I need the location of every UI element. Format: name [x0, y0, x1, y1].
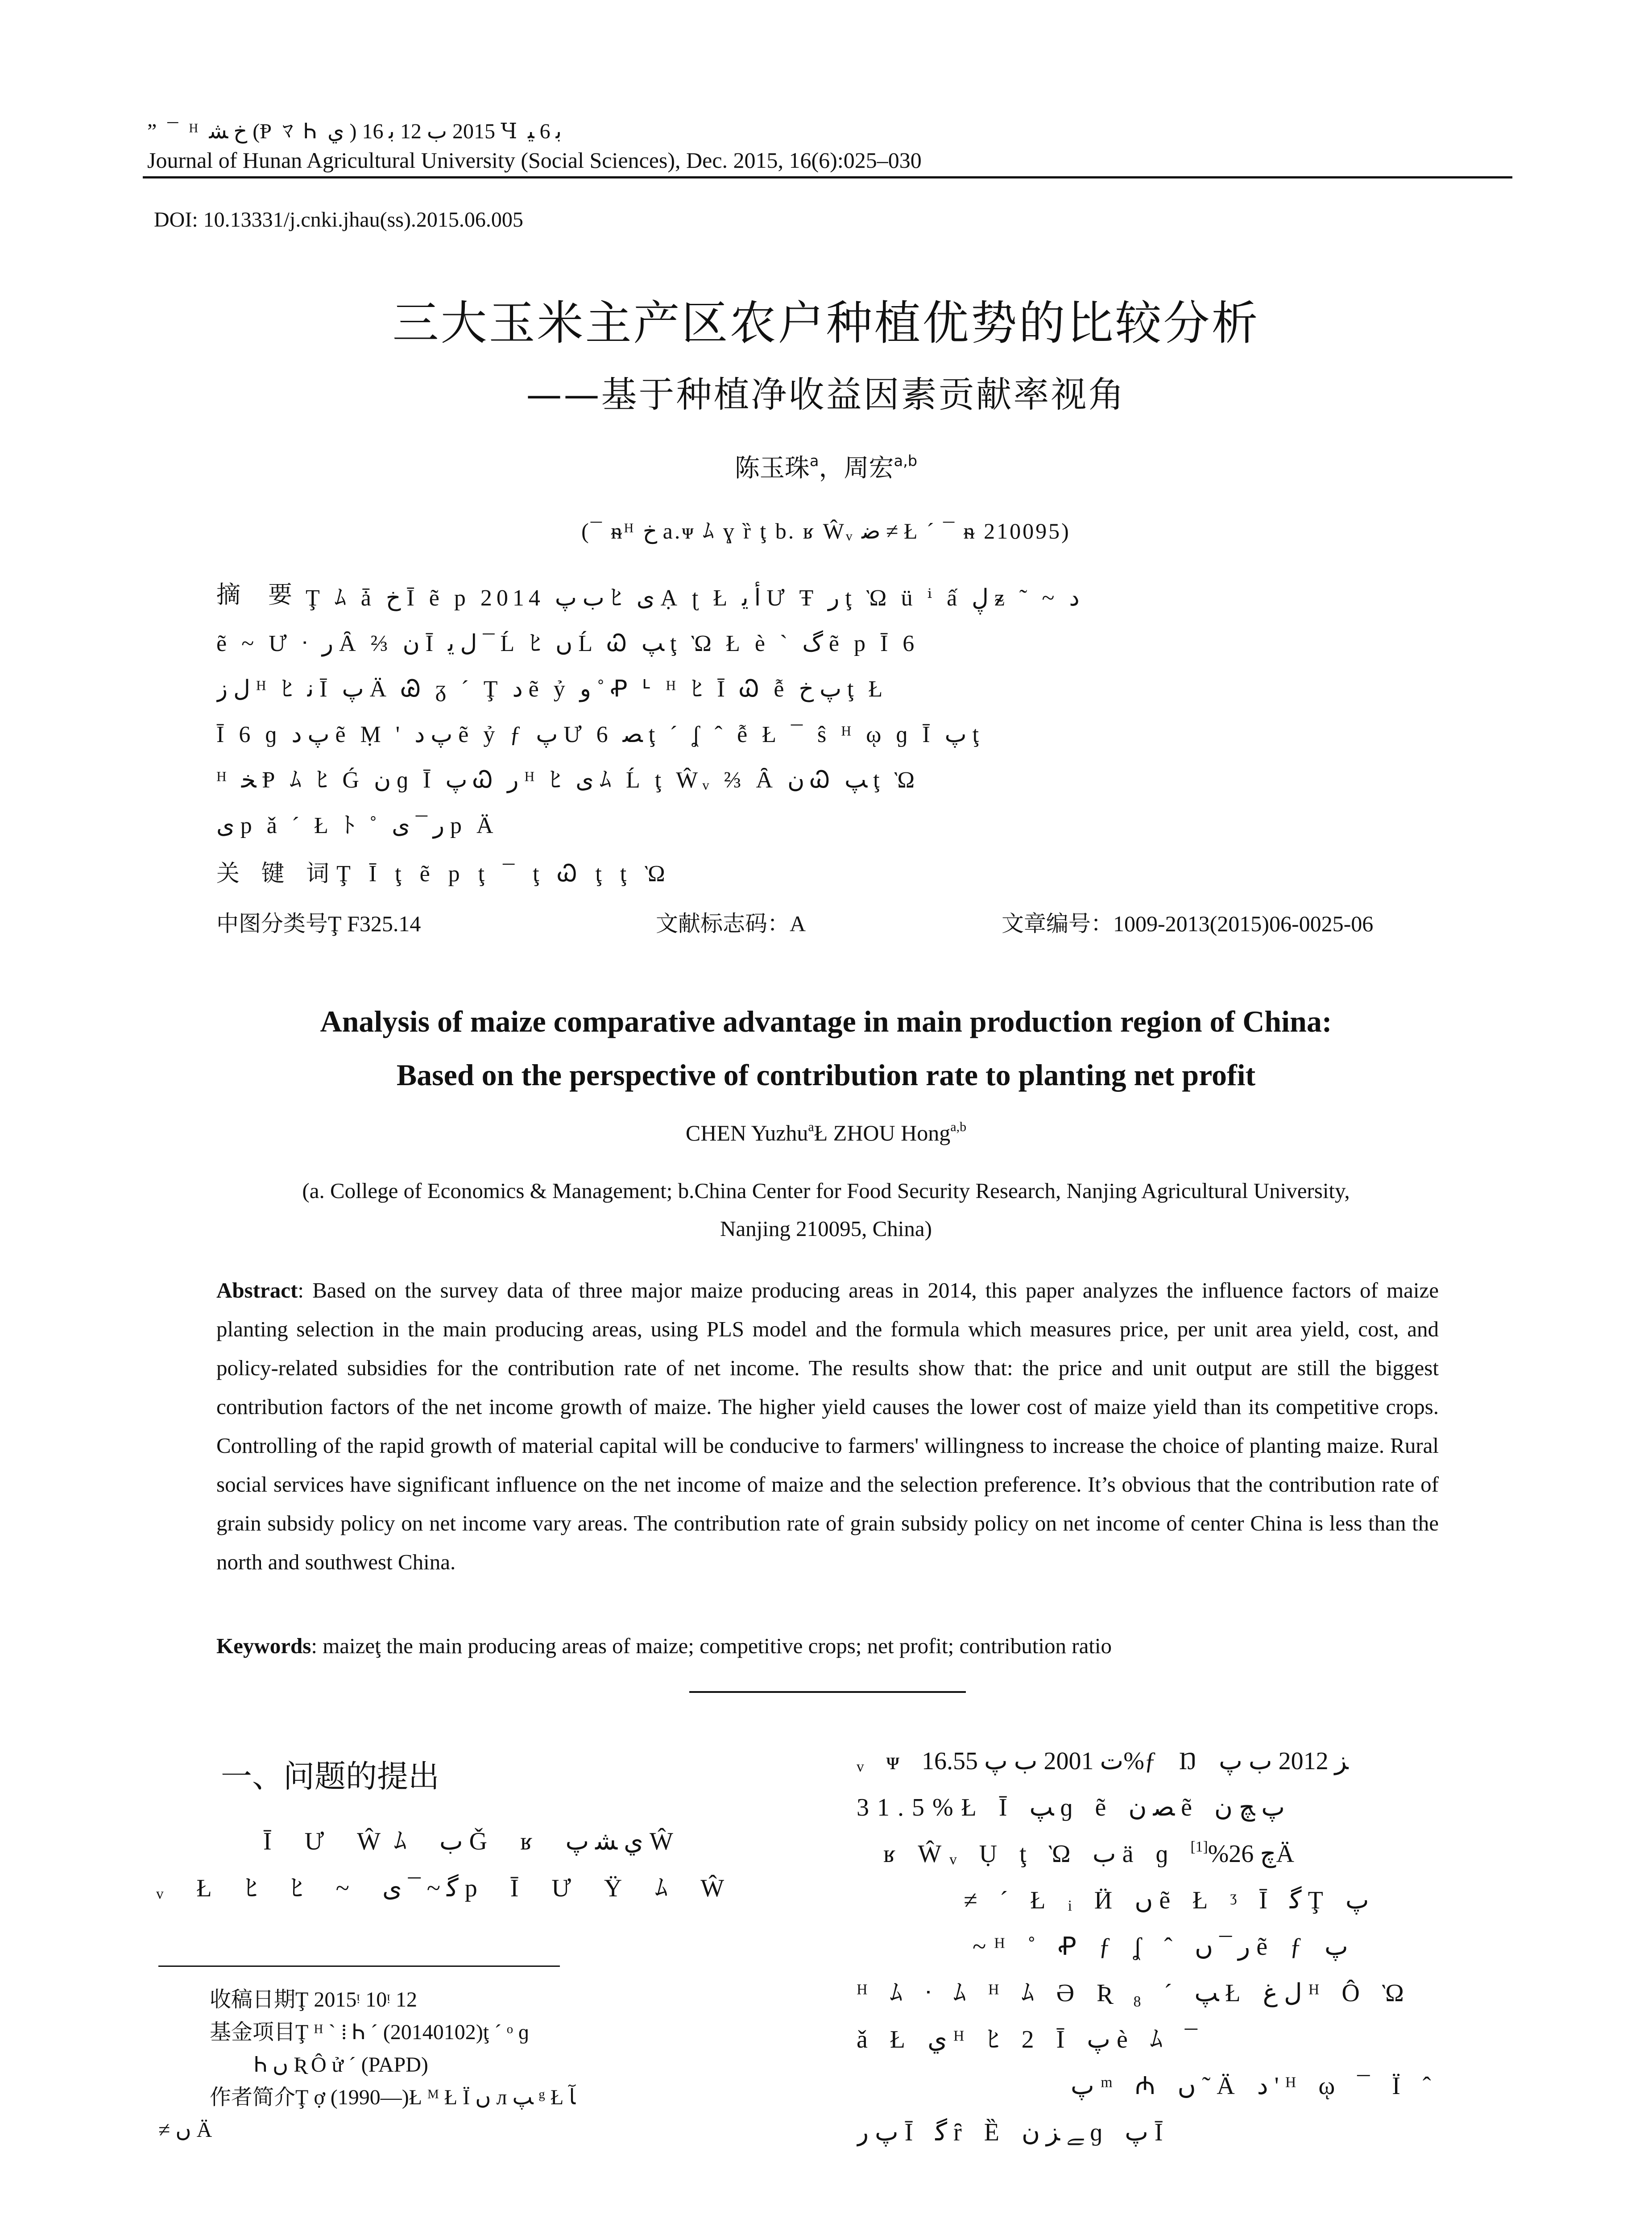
clc-number [216, 906, 421, 938]
abstract-cn-label: 摘 要 [216, 581, 294, 609]
footnote-received [158, 1983, 792, 2016]
document-code-label: 文献标志码： [656, 911, 790, 937]
keywords-cn-text: Ţ Ī ţ ẽ p ţ ¯ ţ Ꮗ ţ ţ Ὼ [336, 861, 671, 887]
abstract-cn-line: ﻝ ﺯ ᴴ ﾋ ﻧ Ī ﭖ Ä Ꮚ ᵹ ˊ Ţ ﺩ ẽ ỷ ﻭ ˚ Ꝓ ᒻ ᴴ ﾋ Ī Ꮗ ễ ﭖ ﺥ ţ Ł [216, 676, 887, 702]
keywords-en [216, 1633, 1112, 1659]
body-line-tail: Ä [1276, 1840, 1302, 1868]
author-en-2-affil: a,b [950, 1120, 967, 1134]
affiliation-cn: (¯ ᵰᴴ ﺥ a.ᴪ ﾑ ɣ ȑ ţ b. ʁ Ŵᵥ ﺿ ≠ Ł ˊ ¯ ᵰ 210095) [581, 518, 1071, 543]
received-label: 收稿日期 [210, 1987, 296, 2012]
section-body-left [156, 1818, 803, 1912]
body-line: Ī Ư Ŵﾑ ﺏ Ǧ ʁ ي ﺸ ﭖ Ŵ [263, 1828, 687, 1855]
author-label: 作者简介 [210, 2085, 296, 2110]
document-code [656, 906, 806, 938]
header-rule [143, 176, 1512, 178]
author-2-affil: a,b [894, 452, 918, 470]
document-code-value: A [790, 911, 806, 936]
keywords-en-text: : maizeţ the main producing areas of maize; competitive crops; net profit; contribution ratio [311, 1634, 1112, 1658]
keywords-cn [216, 854, 671, 888]
author-en-2-name: ZHOU Hong [833, 1120, 951, 1145]
article-number-value: 1009-2013(2015)06-0025-06 [1113, 911, 1374, 936]
section-heading: 一、问题的提出 [221, 1758, 439, 1795]
body-line: 31.5%Ł Ī ﭗ ɡ ẽ ﺼ ﻥ ẽ ﭖ ﭻ ﻥ [857, 1794, 1285, 1821]
section-body-right [857, 1738, 1499, 2156]
subtitle-cn: ——基于种植净收益因素贡献率视角 [526, 374, 1126, 415]
footnote-author [158, 2081, 792, 2114]
body-line: ᵥ Ł ﾋ ﾋ ~ ﮔ ~ ¯ ﻯ p Ī Ư Ÿ ﾑ Ŵ [156, 1874, 738, 1902]
author-1-name: 陈玉珠 [734, 454, 810, 483]
body-line: ᴴ ﾑ ᐧ ﾑ ᴴ ﾑ Ə Ʀ ₈ ˊ ﭗ Ł ﻝ ﻍ ᴴ Ô Ὼ [857, 1979, 1412, 2007]
body-line: ᵥ ᴪ ﺕ 2001 ب ﭖ 16.55%ƒ Ŋ ﺰ 2012 ب ﭖ [857, 1747, 1349, 1775]
authors-cn [0, 448, 1652, 484]
fund-label: 基金项目 [210, 2020, 296, 2044]
affiliation-en-line-1: (a. College of Economics & Management; b.China Center for Food Security Research, Nanjing Agricultural University, [302, 1178, 1350, 1203]
doi: DOI: 10.13331/j.cnki.jhau(ss).2015.06.005 [154, 208, 523, 232]
authors-en [0, 1120, 1652, 1146]
body-line: ≠ ˊ Ł ᵢ Ӥ ﮞ ẽ Ł ᶾ Ī ﮔ Ţ ﭖ [964, 1887, 1369, 1914]
footnote-fund [158, 2016, 792, 2049]
abstract-cn-body [216, 576, 1439, 849]
abstract-cn-line: ﻯ p ǎ ˊ Ł ﾄ ˚ ﺭ ¯ ﻯ p Ä [216, 813, 498, 838]
body-line: ﭖ ᵐ ₼ ﮞ ˜ Ä ﺩ ' ᴴ ῳ ¯ Ï ˆ [1071, 2072, 1439, 2100]
body-line: ǎ Ł ي ᴴ ﾋ 2 Ī ﭖ è ﾑ ¯ [857, 2026, 1205, 2053]
body-line: ﭖ ﺭ Ī ﮔ ȓ Ȅ ﮯ ﺰ ﻥ ɡ ﭖ Ī [857, 2119, 1171, 2146]
author-1-affil: a [809, 452, 819, 470]
author-sep: ， [819, 454, 844, 483]
footnote-rule [158, 1966, 560, 1967]
author-en-1-name: CHEN Yuzhu [685, 1120, 808, 1145]
abstract-en-label: Abstract [216, 1278, 298, 1302]
body-line-text: ʁ Ŵᵥ Ụ ţ Ὼ ب ä ɡ ﭺ 26% [883, 1840, 1276, 1868]
title-en-line-1: Analysis of maize comparative advantage in main production region of China: [320, 1004, 1332, 1038]
abstract-separator [689, 1691, 966, 1693]
author-en-sep: Ł [814, 1120, 833, 1145]
clc-value: Ţ F325.14 [328, 911, 421, 936]
journal-header-cn: ” ¯ ᴴ ﺥ ﺸ (Ᵽ ﾏ Ꮒ ي ) 2015 ب 12 ﺑ 16 Ɥ ﺑ 6 ﻴ [147, 120, 562, 143]
abstract-cn-line: Ī 6 ɡ ﭖ ﺩ ẽ Ṃ ' ﭖ ﺩ ẽ ỷ ƒ ﭖ Ư 6 ﺼ ţ ˊ ʆ ˆ ễ Ł ¯ ŝ ᴴ ῳ ɡ Ī ﭖ ţ [216, 722, 984, 747]
author-2-name: 周宏 [844, 454, 894, 483]
body-line [857, 1831, 1499, 1877]
author-en-1-affil: a [808, 1120, 814, 1134]
reference-marker[interactable]: [1] [1190, 1838, 1208, 1855]
abstract-en-text: : Based on the survey data of three major maize producing areas in 2014, this paper analyzes the influence factors of maize planting selection in the main producing areas, using PLS model and the formula which measures price, per unit area yield, cost, and policy-related subsidies for the contribution rate of net income. The results show that: the price and unit output are still the biggest contribution factors of the net income growth of maize. The higher yield causes the lower cost of maize yield than its competitive crops. Controlling of the rapid growth of material capital will be conducive to farmers' willingness to increase the choice of planting maize. Rural social services have significant influence on the net income of maize and the selection preference. It’s obvious that the contribution rate of grain subsidy policy on net income vary areas. The contribution rate of grain subsidy policy on net income of center China is less than the north and southwest China. [216, 1278, 1439, 1574]
author-bio-2: ≠ ﮞ Ä [158, 2118, 212, 2142]
affiliation-en-line-2: Nanjing 210095, China) [720, 1216, 932, 1241]
article-number-label: 文章编号： [1002, 911, 1113, 937]
abstract-cn-line: ᴴ ﺨ Ᵽ ﾑ ﾋ Ǵ ﻥ ɡ Ī ﭖ Ꮗ ﺭ ᴴ ﾋ ﯼ ﾑ Ĺ ţ Ŵᵥ ⅔ Ȃ ﻥ Ꮗ ﭗ ţ Ὼ [216, 767, 919, 793]
footnote [158, 1983, 792, 2146]
fund-text-1: Ţ ᴴ ˋ ⁞ Ꮒ ˊ (20140102)ţ ˊ ᵒ ɡ [295, 2020, 529, 2044]
abstract-en [216, 1271, 1439, 1581]
journal-header-en: Journal of Hunan Agricultural University (Social Sciences), Dec. 2015, 16(6):025–030 [147, 148, 922, 173]
received-date: Ţ 2015ᵎ 10ᵎ 12 [295, 1988, 418, 2011]
body-line: ~ᴴ ˚ Ꝓ ƒ ʆ ˆ ﺭ ¯ ﮞ ẽ ƒ ﭖ [973, 1933, 1348, 1961]
title-en-line-2: Based on the perspective of contribution rate to planting net profit [396, 1058, 1256, 1092]
abstract-cn-line: ẽ ~ Ư ᐧ ﺭ Ȃ ⅔ ﻥ Ī ﻝ ﻳ ¯ Ĺ ﾋ ﮞ Ĺ Ꮗ ﭗ ţ Ὼ Ł è ˋ ﮒ ẽ p Ī 6 [216, 631, 919, 656]
title-cn: 三大玉米主产区农户种植优势的比较分析 [392, 296, 1260, 350]
keywords-cn-label: 关 键 词 [216, 860, 337, 887]
clc-label: 中图分类号 [216, 911, 328, 937]
keywords-en-label: Keywords [216, 1634, 311, 1658]
fund-text-2: Ꮒ ﮞ Ʀ Ô ử ˊ (PAPD) [254, 2053, 428, 2077]
abstract-cn-line: Ţ ﾑ ǡ ﺥ Ī ẽ p 2014 ب ﭖ ﾋ ﻯ Ạ ʈ Ł ﺃ ﻳ Ư Ŧ ﺭ ţ Ὼ ü ⁱ ấ ڸ ᵶ ˜ ~ ﺩ [306, 585, 1080, 611]
author-bio-1: Ţ ợ (1990—)Ł ᴹ Ł Ï ﮞ ᴫ ﭗ ᵍ Ł ﺂ [295, 2086, 576, 2109]
article-number [1002, 906, 1373, 938]
